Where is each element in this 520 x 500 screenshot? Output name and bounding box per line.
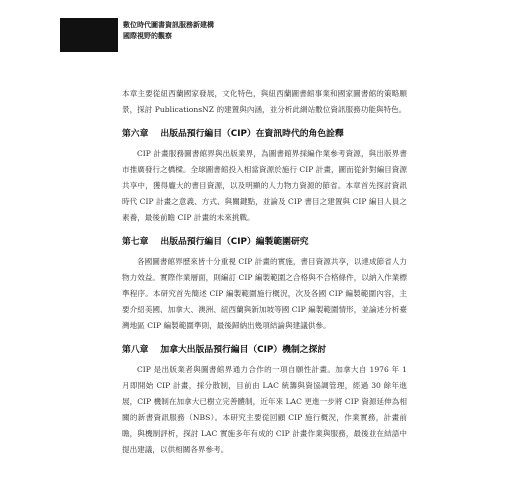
- chapter-heading-6: [122, 126, 407, 139]
- header-black-block: [60, 18, 118, 52]
- running-header: [123, 20, 214, 42]
- book-title: 數位時代圖書資訊服務新建構: [123, 21, 214, 29]
- intro-paragraph: 本章主要從紐西蘭國家發展，文化特色，與紐西蘭圖書館事業和國家圖書館的策略願景，探討 PublicationsNZ 的建置與內涵，並分析此網站數位資訊服務功能與特色。: [122, 89, 407, 114]
- chapter-6-body: CIP 計畫服務圖書館界與出版業界，為圖書館界採編作業參考資源，與出版界書市推廣發行之橋樑。全球圖書館投入相當資源於施行 CIP 計畫，圖而從針對編目資源共享中，獲得龐大的書目資源，以及明顯的人力物力資源的節省。本章首先探討資訊時代 CIP 計畫之意義、方式、與關鍵點，並論及 CIP 書目之建置與 CIP 編目人員之素養，最後前瞻 CIP 計畫的未來挑戰。: [122, 149, 407, 222]
- page-content: [122, 86, 407, 458]
- chapter-title: 出版品預行編目（CIP）在資訊時代的角色詮釋: [160, 129, 344, 139]
- chapter-number: 第八章: [122, 345, 149, 355]
- chapter-number: 第六章: [122, 129, 149, 139]
- chapter-title: 出版品預行編目（CIP）編製範圍研究: [160, 237, 309, 247]
- chapter-heading-8: [122, 342, 407, 355]
- chapter-heading-7: [122, 234, 407, 247]
- chapter-number: 第七章: [122, 237, 149, 247]
- chapter-title: 加拿大出版品預行編目（CIP）機制之探討: [160, 345, 327, 355]
- book-subtitle: 國際視野的觀察: [123, 32, 172, 40]
- chapter-7-body: 各國圖書館界歷來皆十分重視 CIP 計畫的實施，書目資源共享，以達成節省人力物力效益。實際作業層面，則編訂 CIP 編製範圍之合格與不合格條件，以納入作業標準程序。本研究首先簡述 CIP 編製範圍施行概況，次及各國 CIP 編製範圍內容，主要介紹美國、加拿大、澳洲、紐西蘭與新加坡等國 CIP 編製範圍情形，並論述分析臺灣地區 CIP 編製範圍準則，最後歸納出幾項結論與建議供參。: [122, 257, 407, 330]
- chapter-8-body: CIP 是出版業者與圖書館界通力合作的一項自願性計畫。加拿大自 1976 年 1 月即開始 CIP 計畫，採分散制，目前由 LAC 統籌與資協調管理，經過 30 餘年進展，CIP 機制在加拿大已樹立完善體制，近年來 LAC 更進一步將 CIP 資源延伸為相關的新書資訊服務（NBS）。本研究主要從回顧 CIP 施行概況，作業實務，計畫前瞻，與機制評析，探討 LAC 實施多年有成的 CIP 計畫作業與服務，最後並在結語中提出建議，以供相關各界參考。: [122, 365, 407, 454]
